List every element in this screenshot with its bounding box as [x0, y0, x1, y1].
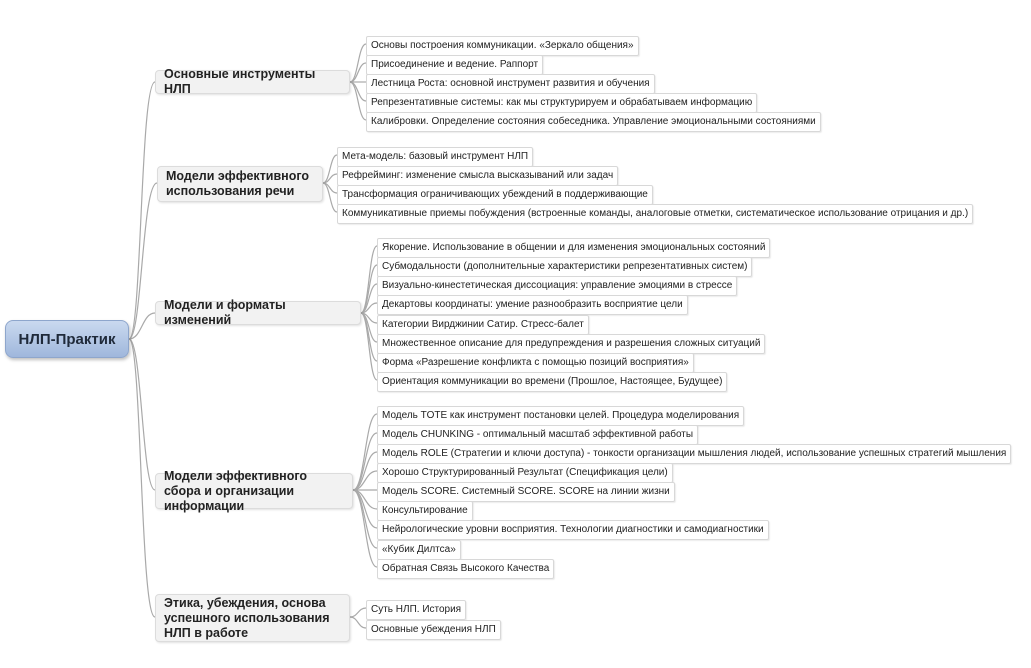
topic-node[interactable]	[337, 185, 653, 205]
topic-label: Основы построения коммуникации. «Зеркало общения»	[371, 40, 634, 51]
root-label: НЛП-Практик	[18, 330, 116, 348]
topic-label: Хорошо Структурированный Результат (Спецификация цели)	[382, 467, 668, 478]
topic-node[interactable]	[377, 406, 744, 426]
topic-node[interactable]	[377, 482, 675, 502]
topic-node[interactable]	[377, 501, 473, 521]
branch-node-ethics[interactable]	[155, 594, 350, 642]
topic-node[interactable]	[366, 36, 639, 56]
topic-label: Суть НЛП. История	[371, 604, 462, 615]
topic-label: Категории Вирджинии Сатир. Стресс-балет	[382, 319, 584, 330]
topic-label: Присоединение и ведение. Раппорт	[371, 59, 539, 70]
topic-label: Модель TOTE как инструмент постановки целей. Процедура моделирования	[382, 410, 740, 421]
topic-node[interactable]	[377, 559, 554, 579]
branch-node-change-models[interactable]	[155, 298, 361, 327]
topic-node[interactable]	[377, 334, 765, 354]
branch-label: Этика, убеждения, основа успешного использования НЛП в работе	[164, 595, 330, 640]
topic-label: Модель ROLE (Стратегии и ключи доступа) - тонкости организации мышления людей, использование успешных стратегий мышления	[382, 448, 1007, 459]
topic-label: Модель CHUNKING - оптимальный масштаб эффективной работы	[382, 429, 694, 440]
topic-node[interactable]	[366, 112, 821, 132]
topic-node[interactable]	[377, 315, 589, 335]
topic-label: Субмодальности (дополнительные характеристики репрезентативных систем)	[382, 261, 748, 272]
topic-label: Репрезентативные системы: как мы структурируем и обрабатываем информацию	[371, 97, 753, 108]
topic-label: Форма «Разрешение конфликта с помощью позиций восприятия»	[382, 357, 689, 368]
topic-label: Декартовы координаты: умение разнообразить восприятие цели	[382, 299, 683, 310]
branch-label: Модели эффективного использования речи	[166, 169, 310, 198]
topic-label: Лестница Роста: основной инструмент развития и обучения	[371, 78, 650, 89]
topic-label: «Кубик Дилтса»	[382, 544, 456, 555]
topic-node[interactable]	[377, 463, 673, 483]
root-node[interactable]	[5, 320, 129, 358]
topic-node[interactable]	[377, 444, 1011, 464]
topic-node[interactable]	[366, 93, 757, 113]
topic-label: Ориентация коммуникации во времени (Прошлое, Настоящее, Будущее)	[382, 376, 723, 387]
topic-label: Рефрейминг: изменение смысла высказываний или задач	[342, 170, 614, 181]
topic-label: Модель SCORE. Системный SCORE. SCORE на линии жизни	[382, 486, 670, 497]
topic-node[interactable]	[377, 372, 727, 392]
topic-label: Нейрологические уровни восприятия. Технологии диагностики и самодиагностики	[382, 524, 764, 535]
branch-label: Основные инструменты НЛП	[164, 67, 316, 96]
topic-node[interactable]	[366, 620, 501, 640]
topic-node[interactable]	[377, 238, 770, 258]
topic-node[interactable]	[366, 55, 543, 75]
topic-node[interactable]	[377, 295, 688, 315]
topic-node[interactable]	[377, 353, 694, 373]
topic-label: Основные убеждения НЛП	[371, 624, 496, 635]
topic-node[interactable]	[337, 204, 973, 224]
topic-label: Мета-модель: базовый инструмент НЛП	[342, 151, 529, 162]
topic-node[interactable]	[366, 600, 466, 620]
topic-label: Калибровки. Определение состояния собеседника. Управление эмоциональными состояниями	[371, 116, 816, 127]
topic-node[interactable]	[377, 540, 461, 560]
branch-node-speech-models[interactable]	[157, 166, 323, 202]
branch-node-information-models[interactable]	[155, 468, 353, 513]
branch-label: Модели эффективного сбора и организации информации	[164, 468, 308, 513]
topic-node[interactable]	[366, 74, 655, 94]
topic-node[interactable]	[337, 147, 533, 167]
topic-node[interactable]	[377, 520, 769, 540]
topic-label: Обратная Связь Высокого Качества	[382, 563, 550, 574]
topic-node[interactable]	[377, 257, 752, 277]
topic-label: Множественное описание для предупреждения и разрешения сложных ситуаций	[382, 338, 761, 349]
topic-label: Визуально-кинестетическая диссоциация: управление эмоциями в стрессе	[382, 280, 733, 291]
branch-label: Модели и форматы изменений	[164, 298, 286, 327]
topic-label: Якорение. Использование в общении и для изменения эмоциональных состояний	[382, 242, 766, 253]
branch-node-basic-tools[interactable]	[155, 67, 350, 96]
topic-node[interactable]	[377, 276, 737, 296]
topic-label: Коммуникативные приемы побуждения (встроенные команды, аналоговые отметки, систематическое использование отрицания и др.)	[342, 208, 969, 219]
topic-node[interactable]	[337, 166, 618, 186]
topic-label: Трансформация ограничивающих убеждений в поддерживающие	[342, 189, 648, 200]
topic-node[interactable]	[377, 425, 698, 445]
topic-label: Консультирование	[382, 505, 468, 516]
